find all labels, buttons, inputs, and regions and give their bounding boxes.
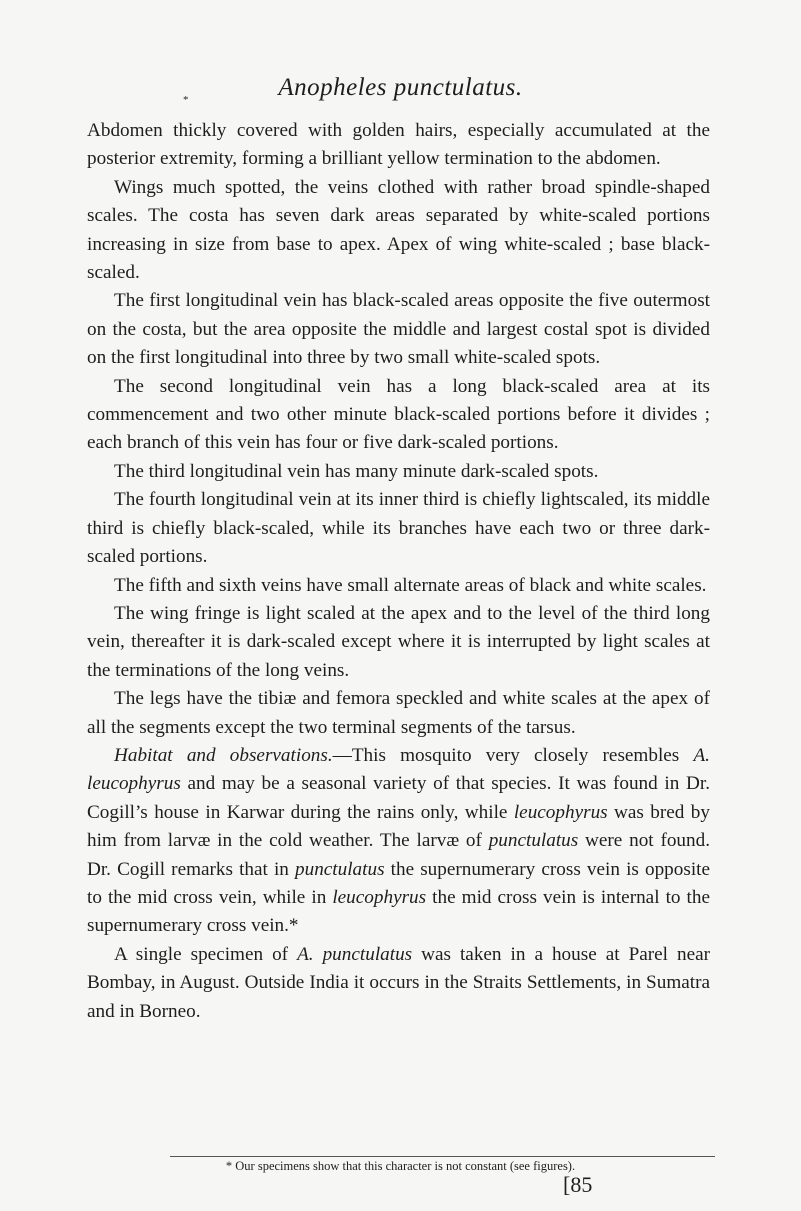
text-run: were not found. Dr. Cogill remarks that in	[87, 830, 710, 880]
paragraph	[87, 458, 710, 486]
italic-text: leucophyrus	[332, 886, 427, 908]
paragraph	[87, 600, 710, 685]
text-run: was taken in a house at Parel near Bombay, in August. Outside India it occurs in the Straits Settlements, in Sumatra and in Borneo.	[87, 943, 711, 1022]
running-head-title: Anopheles punctulatus.	[278, 74, 523, 101]
body-text	[87, 117, 710, 1026]
paragraph	[87, 486, 710, 571]
paragraph	[87, 685, 710, 742]
text-run: Wings much spotted, the veins clothed with rather broad spindle-shaped scales. The costa has seven dark areas separated by white-scaled portions increasing in size from base to apex. Apex of wing white-scaled ; base black-scaled.	[87, 176, 710, 284]
paragraph	[87, 572, 710, 600]
italic-text: leucophyrus	[513, 801, 608, 823]
text-run: the mid cross vein is internal to the supernumerary cross vein.*	[87, 886, 710, 937]
paragraph	[87, 174, 710, 288]
italic-text: Habitat and observations.	[114, 744, 333, 766]
text-run: Abdomen thickly covered with golden hairs, especially accumulated at the posterior extremity, forming a brilliant yellow termination to the abdomen.	[87, 120, 710, 170]
footnote-rule	[170, 1156, 715, 1157]
text-run: The first longitudinal vein has black-scaled areas opposite the five outermost on the costa, but the area opposite the middle and largest costal spot is divided on the first longitudinal into three by two small white-scaled spots.	[87, 290, 710, 369]
text-run: the supernumerary cross vein is opposite to the mid cross vein, while in	[87, 858, 710, 908]
paragraph	[87, 287, 710, 372]
text-run: was bred by him from larvæ in the cold weather. The larvæ of	[87, 801, 710, 852]
page-number: [85	[563, 1172, 593, 1197]
text-run: The legs have the tibiæ and femora speckled and white scales at the apex of all the segments except the two terminal segments of the tarsus.	[87, 688, 710, 738]
text-run: The wing fringe is light scaled at the apex and to the level of the third long vein, thereafter it is dark-scaled except where it is interrupted by light scales at the terminations of the long veins.	[87, 602, 710, 681]
text-run: A single specimen of	[114, 943, 298, 965]
italic-text: punctulatus	[488, 830, 579, 852]
text-run: The fifth and sixth veins have small alternate areas of black and white scales.	[114, 574, 707, 596]
paragraph	[87, 373, 710, 458]
footnote: * Our specimens show that this character is not constant (see figures).	[225, 1159, 576, 1173]
paragraph	[87, 117, 710, 174]
printer-mark: *	[183, 94, 189, 106]
text-run: The fourth longitudinal vein at its inner third is chiefly lightscaled, its middle third is chiefly black-scaled, while its branches have each two or three dark-scaled portions.	[87, 489, 710, 568]
text-run: The third longitudinal vein has many minute dark-scaled spots.	[114, 460, 599, 482]
paragraph	[87, 742, 710, 941]
paragraph	[87, 941, 710, 1026]
italic-text: A. punctulatus	[297, 943, 413, 965]
text-run: and may be a seasonal variety of that species. It was found in Dr. Cogill’s house in Karwar during the rains only, while	[87, 773, 710, 823]
text-run: —This mosquito very closely resembles	[332, 744, 694, 766]
italic-text: punctulatus	[295, 858, 385, 880]
italic-text: A. leucophyrus	[87, 744, 710, 795]
text-run: The second longitudinal vein has a long black-scaled area at its commencement and two other minute black-scaled portions before it divides ; each branch of this vein has four or five dark-scaled portions.	[87, 375, 710, 454]
